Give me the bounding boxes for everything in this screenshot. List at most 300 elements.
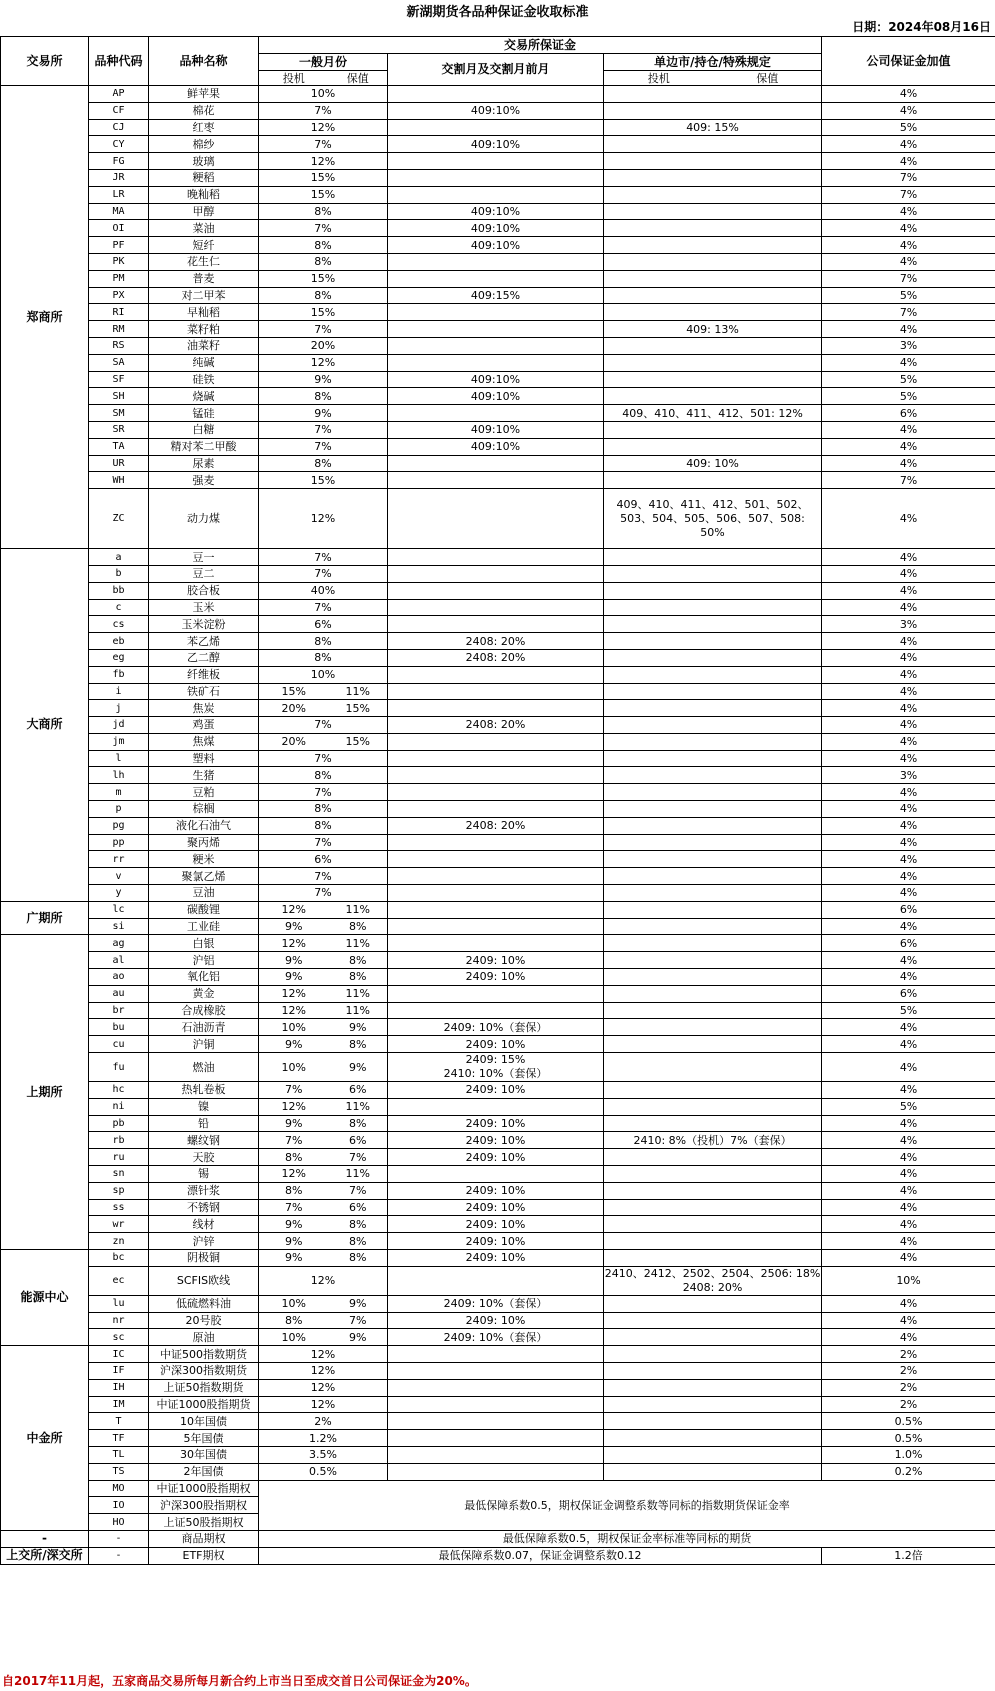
product-name: 阴极铜 — [149, 1250, 259, 1267]
product-name: 生猪 — [149, 767, 259, 784]
product-name: 苯乙烯 — [149, 633, 259, 650]
product-name: 玉米淀粉 — [149, 616, 259, 633]
company-add-margin: 6% — [822, 901, 995, 918]
special-margin — [604, 1312, 822, 1329]
delivery-margin — [388, 1362, 604, 1379]
general-margin: 7% — [259, 885, 388, 902]
table-row — [1, 405, 995, 422]
special-margin — [604, 985, 822, 1002]
special-margin — [604, 1199, 822, 1216]
product-name: 短纤 — [149, 237, 259, 254]
header-spec: 投机 — [259, 71, 329, 86]
product-name: 油菜籽 — [149, 337, 259, 354]
company-add-margin: 6% — [822, 935, 995, 952]
product-name: 合成橡胶 — [149, 1002, 259, 1019]
company-add-margin: 4% — [822, 952, 995, 969]
company-add-margin: 5% — [822, 287, 995, 304]
company-add-margin: 4% — [822, 1250, 995, 1267]
general-margin: 7% — [259, 717, 388, 734]
company-add-margin: 4% — [822, 1329, 995, 1346]
general-margin: 7% — [259, 102, 388, 119]
special-margin — [604, 186, 822, 203]
special-margin — [604, 472, 822, 489]
general-margin: 12% — [259, 153, 388, 170]
general-spec-margin: 12% — [259, 985, 329, 1002]
delivery-margin: 2409: 10% — [388, 1250, 604, 1267]
general-hedge-margin: 11% — [329, 985, 388, 1002]
general-hedge-margin: 9% — [329, 1329, 388, 1346]
product-name: 工业硅 — [149, 918, 259, 935]
delivery-margin — [388, 1430, 604, 1447]
product-code: hc — [89, 1082, 149, 1099]
special-margin — [604, 102, 822, 119]
product-name: 白糖 — [149, 421, 259, 438]
special-margin — [604, 1413, 822, 1430]
company-add-margin: 2% — [822, 1379, 995, 1396]
table-row — [1, 388, 995, 405]
product-name: 烧碱 — [149, 388, 259, 405]
product-name: 沪铝 — [149, 952, 259, 969]
delivery-margin — [388, 1396, 604, 1413]
delivery-margin: 409:10% — [388, 102, 604, 119]
product-name: 棉纱 — [149, 136, 259, 153]
special-margin: 409: 13% — [604, 321, 822, 338]
general-spec-margin: 12% — [259, 901, 329, 918]
table-row — [1, 1019, 995, 1036]
product-code: RM — [89, 321, 149, 338]
special-margin — [604, 1149, 822, 1166]
delivery-margin: 2409: 15% 2410: 10%（套保） — [388, 1053, 604, 1082]
product-code: SF — [89, 371, 149, 388]
delivery-margin — [388, 1463, 604, 1480]
product-name: 胶合板 — [149, 582, 259, 599]
general-margin: 15% — [259, 169, 388, 186]
delivery-margin — [388, 1346, 604, 1363]
company-add-margin: 4% — [822, 1233, 995, 1250]
special-margin: 409: 15% — [604, 119, 822, 136]
table-row — [1, 119, 995, 136]
special-margin — [604, 270, 822, 287]
company-add-margin: 4% — [822, 253, 995, 270]
general-margin: 10% — [259, 86, 388, 103]
general-spec-margin: 10% — [259, 1295, 329, 1312]
delivery-margin — [388, 253, 604, 270]
general-margin: 12% — [259, 354, 388, 371]
header-general-month: 一般月份 — [259, 54, 388, 71]
product-code: si — [89, 918, 149, 935]
company-add-margin: 4% — [822, 220, 995, 237]
product-name: 30年国债 — [149, 1446, 259, 1463]
table-row — [1, 1082, 995, 1099]
table-row — [1, 1379, 995, 1396]
product-name: 聚氯乙烯 — [149, 868, 259, 885]
delivery-margin: 2409: 10% — [388, 1216, 604, 1233]
special-margin — [604, 421, 822, 438]
special-margin — [604, 935, 822, 952]
general-margin: 7% — [259, 321, 388, 338]
table-row — [1, 1312, 995, 1329]
special-margin — [604, 834, 822, 851]
product-name: 纯碱 — [149, 354, 259, 371]
product-name: 沪锌 — [149, 1233, 259, 1250]
general-margin: 8% — [259, 203, 388, 220]
company-add-margin: 4% — [822, 801, 995, 818]
company-add-margin: 5% — [822, 388, 995, 405]
delivery-margin — [388, 354, 604, 371]
table-row — [1, 784, 995, 801]
exchange-name: 中金所 — [1, 1346, 89, 1531]
company-add-margin: 5% — [822, 1098, 995, 1115]
product-code: T — [89, 1413, 149, 1430]
delivery-margin — [388, 599, 604, 616]
general-margin: 7% — [259, 784, 388, 801]
product-code: y — [89, 885, 149, 902]
general-margin: 8% — [259, 253, 388, 270]
special-margin — [604, 1082, 822, 1099]
product-code: l — [89, 750, 149, 767]
table-row — [1, 371, 995, 388]
company-add-margin: 4% — [822, 633, 995, 650]
company-add-margin: 4% — [822, 1295, 995, 1312]
product-name: 燃油 — [149, 1053, 259, 1082]
product-code: bu — [89, 1019, 149, 1036]
special-margin — [604, 86, 822, 103]
special-margin — [604, 683, 822, 700]
table-row — [1, 1250, 995, 1267]
product-name: 纤维板 — [149, 666, 259, 683]
product-name: 中证1000股指期权 — [149, 1480, 259, 1497]
product-name: 锡 — [149, 1166, 259, 1183]
product-name: 强麦 — [149, 472, 259, 489]
table-row — [1, 472, 995, 489]
table-row — [1, 203, 995, 220]
general-spec-margin: 8% — [259, 1149, 329, 1166]
table-row — [1, 270, 995, 287]
delivery-margin: 2409: 10% — [388, 1312, 604, 1329]
special-margin — [604, 969, 822, 986]
general-hedge-margin: 8% — [329, 1250, 388, 1267]
company-add-margin: 4% — [822, 599, 995, 616]
table-row — [1, 885, 995, 902]
special-margin — [604, 287, 822, 304]
special-margin: 2410、2412、2502、2504、2506: 18% 2408: 20% — [604, 1266, 821, 1294]
product-name: 20号胶 — [149, 1312, 259, 1329]
header-special-rule: 单边市/持仓/特殊规定 — [604, 54, 822, 71]
company-add-margin: 2% — [822, 1346, 995, 1363]
product-name: 热轧卷板 — [149, 1082, 259, 1099]
company-add-margin: 2% — [822, 1362, 995, 1379]
general-hedge-margin: 6% — [329, 1132, 388, 1149]
product-name: 不锈钢 — [149, 1199, 259, 1216]
special-margin — [604, 549, 822, 566]
general-margin: 7% — [259, 834, 388, 851]
special-margin — [604, 1396, 822, 1413]
product-name: 中证500指数期货 — [149, 1346, 259, 1363]
delivery-margin — [388, 834, 604, 851]
delivery-margin — [388, 489, 604, 549]
special-margin — [604, 1233, 822, 1250]
product-name: 晚籼稻 — [149, 186, 259, 203]
product-name: 鸡蛋 — [149, 717, 259, 734]
special-margin — [604, 203, 822, 220]
product-name: 商品期权 — [149, 1530, 259, 1547]
delivery-margin — [388, 1166, 604, 1183]
general-margin: 3.5% — [259, 1446, 388, 1463]
general-margin: 9% — [259, 371, 388, 388]
product-code: RI — [89, 304, 149, 321]
general-spec-margin: 9% — [259, 1250, 329, 1267]
product-code: eg — [89, 649, 149, 666]
general-margin: 8% — [259, 817, 388, 834]
delivery-margin: 409:10% — [388, 438, 604, 455]
general-margin: 6% — [259, 616, 388, 633]
general-margin: 7% — [259, 868, 388, 885]
company-add-margin: 4% — [822, 1053, 995, 1082]
product-code: HO — [89, 1514, 149, 1531]
general-margin: 7% — [259, 565, 388, 582]
product-code: AP — [89, 86, 149, 103]
company-add-margin: 5% — [822, 371, 995, 388]
exchange-name: - — [1, 1530, 89, 1547]
exchange-name: 大商所 — [1, 549, 89, 902]
header-exchange: 交易所 — [1, 37, 89, 86]
product-name: 粳米 — [149, 851, 259, 868]
general-hedge-margin: 11% — [329, 1098, 388, 1115]
special-margin: 409: 10% — [604, 455, 822, 472]
company-add-margin: 3% — [822, 767, 995, 784]
general-margin: 1.2% — [259, 1430, 388, 1447]
delivery-margin — [388, 1266, 604, 1295]
table-row — [1, 455, 995, 472]
table-row — [1, 851, 995, 868]
product-code: ag — [89, 935, 149, 952]
product-code: rr — [89, 851, 149, 868]
product-code: pp — [89, 834, 149, 851]
company-add-margin: 4% — [822, 136, 995, 153]
table-row — [1, 1530, 995, 1547]
product-name: 早籼稻 — [149, 304, 259, 321]
table-row — [1, 1053, 995, 1082]
general-hedge-margin: 11% — [329, 1166, 388, 1183]
product-name: 花生仁 — [149, 253, 259, 270]
company-add-margin: 4% — [822, 1312, 995, 1329]
product-name: 普麦 — [149, 270, 259, 287]
product-name: 氧化铝 — [149, 969, 259, 986]
general-hedge-margin: 9% — [329, 1295, 388, 1312]
delivery-margin: 2409: 10% — [388, 969, 604, 986]
general-spec-margin: 7% — [259, 1082, 329, 1099]
delivery-margin: 2409: 10%（套保） — [388, 1019, 604, 1036]
product-name: 螺纹钢 — [149, 1132, 259, 1149]
special-margin — [604, 304, 822, 321]
product-name: 沪深300指数期货 — [149, 1362, 259, 1379]
table-row — [1, 1446, 995, 1463]
company-add-margin: 4% — [822, 1082, 995, 1099]
table-row — [1, 287, 995, 304]
special-margin — [604, 388, 822, 405]
company-add-margin: 4% — [822, 565, 995, 582]
delivery-margin: 2409: 10%（套保） — [388, 1295, 604, 1312]
product-code: MO — [89, 1480, 149, 1497]
general-spec-margin: 7% — [259, 1199, 329, 1216]
product-code: jm — [89, 733, 149, 750]
product-code: pg — [89, 817, 149, 834]
table-row — [1, 421, 995, 438]
exchange-name: 上交所/深交所 — [1, 1547, 89, 1564]
general-spec-margin: 9% — [259, 969, 329, 986]
product-name: 豆粕 — [149, 784, 259, 801]
table-row — [1, 1149, 995, 1166]
table-row — [1, 918, 995, 935]
company-add-margin: 4% — [822, 1115, 995, 1132]
delivery-margin — [388, 405, 604, 422]
company-add-margin: 7% — [822, 472, 995, 489]
product-code: j — [89, 700, 149, 717]
special-margin: 409、410、411、412、501: 12% — [604, 405, 822, 422]
product-code: ni — [89, 1098, 149, 1115]
table-row — [1, 304, 995, 321]
product-name: 原油 — [149, 1329, 259, 1346]
special-margin — [604, 253, 822, 270]
delivery-margin — [388, 616, 604, 633]
general-margin: 7% — [259, 599, 388, 616]
delivery-margin — [388, 1446, 604, 1463]
special-margin: 2410: 8%（投机）7%（套保） — [604, 1132, 822, 1149]
delivery-margin — [388, 321, 604, 338]
table-row — [1, 733, 995, 750]
delivery-margin — [388, 700, 604, 717]
header-exchange-margin: 交易所保证金 — [259, 37, 822, 54]
table-row — [1, 1115, 995, 1132]
general-spec-margin: 9% — [259, 1216, 329, 1233]
product-name: 棕榈 — [149, 801, 259, 818]
general-margin: 12% — [259, 119, 388, 136]
table-row — [1, 237, 995, 254]
product-code: ao — [89, 969, 149, 986]
delivery-margin: 2409: 10% — [388, 1233, 604, 1250]
general-hedge-margin: 11% — [329, 901, 388, 918]
product-name: 焦炭 — [149, 700, 259, 717]
company-add-margin: 4% — [822, 683, 995, 700]
product-code: v — [89, 868, 149, 885]
table-row — [1, 935, 995, 952]
general-margin: 8% — [259, 633, 388, 650]
general-spec-margin: 10% — [259, 1053, 329, 1082]
general-hedge-margin: 8% — [329, 1115, 388, 1132]
product-name: 沪铜 — [149, 1036, 259, 1053]
delivery-margin — [388, 750, 604, 767]
product-code: TA — [89, 438, 149, 455]
table-row — [1, 868, 995, 885]
exchange-name: 上期所 — [1, 935, 89, 1250]
company-add-margin: 4% — [822, 1166, 995, 1183]
company-add-margin: 4% — [822, 1019, 995, 1036]
delivery-margin — [388, 1002, 604, 1019]
general-hedge-margin: 7% — [329, 1149, 388, 1166]
delivery-margin — [388, 186, 604, 203]
product-code: TL — [89, 1446, 149, 1463]
company-add-margin: 7% — [822, 186, 995, 203]
header-company-add: 公司保证金加值 — [822, 37, 995, 86]
company-add-margin: 1.0% — [822, 1446, 995, 1463]
company-add-margin: 4% — [822, 237, 995, 254]
general-margin: 9% — [259, 405, 388, 422]
product-code: CJ — [89, 119, 149, 136]
product-code: lc — [89, 901, 149, 918]
company-add-margin: 4% — [822, 851, 995, 868]
product-code: MA — [89, 203, 149, 220]
product-code: TF — [89, 1430, 149, 1447]
header-code: 品种代码 — [89, 37, 149, 86]
special-margin — [604, 918, 822, 935]
general-spec-margin: 12% — [259, 1166, 329, 1183]
delivery-margin: 2408: 20% — [388, 717, 604, 734]
product-code: SH — [89, 388, 149, 405]
product-code: au — [89, 985, 149, 1002]
delivery-margin — [388, 985, 604, 1002]
delivery-margin — [388, 169, 604, 186]
company-add-margin: 4% — [822, 1199, 995, 1216]
general-margin: 7% — [259, 438, 388, 455]
product-name: 红枣 — [149, 119, 259, 136]
table-row — [1, 582, 995, 599]
general-spec-margin: 7% — [259, 1132, 329, 1149]
delivery-margin: 2409: 10%（套保） — [388, 1329, 604, 1346]
table-row — [1, 1362, 995, 1379]
delivery-margin — [388, 868, 604, 885]
product-code: SA — [89, 354, 149, 371]
special-margin — [604, 767, 822, 784]
special-margin — [604, 801, 822, 818]
general-margin: 8% — [259, 388, 388, 405]
special-margin — [604, 733, 822, 750]
product-code: a — [89, 549, 149, 566]
product-code: JR — [89, 169, 149, 186]
delivery-margin — [388, 901, 604, 918]
table-row — [1, 1216, 995, 1233]
table-row — [1, 1413, 995, 1430]
product-code: sc — [89, 1329, 149, 1346]
product-name: 棉花 — [149, 102, 259, 119]
product-code: CY — [89, 136, 149, 153]
product-name: 乙二醇 — [149, 649, 259, 666]
special-margin — [604, 438, 822, 455]
product-name: 上证50指数期货 — [149, 1379, 259, 1396]
product-code: PX — [89, 287, 149, 304]
table-row — [1, 817, 995, 834]
product-code: PK — [89, 253, 149, 270]
product-name: 铁矿石 — [149, 683, 259, 700]
table-row — [1, 1233, 995, 1250]
product-code: cu — [89, 1036, 149, 1053]
general-spec-margin: 8% — [259, 1312, 329, 1329]
delivery-margin: 409:10% — [388, 237, 604, 254]
special-margin — [604, 817, 822, 834]
general-margin: 8% — [259, 767, 388, 784]
company-add-margin: 4% — [822, 354, 995, 371]
general-margin: 7% — [259, 220, 388, 237]
product-code: - — [89, 1530, 149, 1547]
special-margin — [604, 1346, 822, 1363]
product-name: 锰硅 — [149, 405, 259, 422]
product-code: WH — [89, 472, 149, 489]
product-name: 菜籽粕 — [149, 321, 259, 338]
delivery-margin — [388, 119, 604, 136]
company-add-margin: 4% — [822, 817, 995, 834]
company-add-margin: 10% — [822, 1266, 995, 1295]
table-row — [1, 952, 995, 969]
general-margin: 12% — [259, 1396, 388, 1413]
